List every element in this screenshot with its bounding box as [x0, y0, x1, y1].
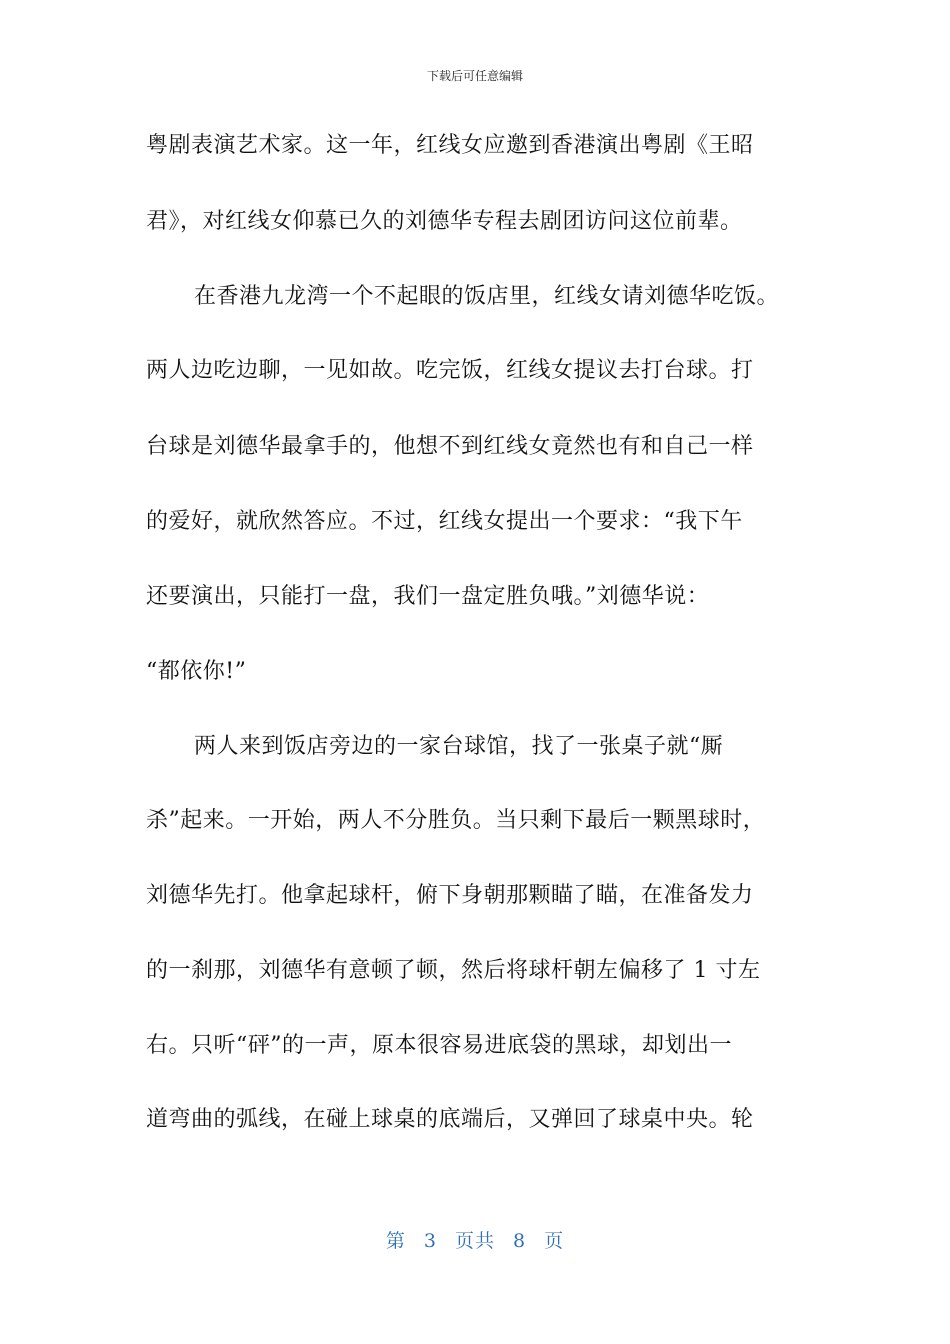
body-line-9: 两人来到饭店旁边的一家台球馆，找了一张桌子就“厮 — [194, 734, 724, 759]
body-line-13: 右。只听“砰”的一声，原本很容易进底袋的黑球，却划出一 — [146, 1033, 732, 1058]
body-line-7: 还要演出，只能打一盘，我们一盘定胜负哦。”刘德华说： — [146, 584, 710, 609]
body-line-12: 的一刹那，刘德华有意顿了顿，然后将球杆朝左偏移了 1 寸左 — [146, 958, 761, 983]
body-line-8: “都依你!” — [146, 659, 247, 684]
body-line-5: 台球是刘德华最拿手的，他想不到红线女竟然也有和自己一样 — [146, 434, 754, 459]
body-line-2: 君》，对红线女仰慕已久的刘德华专程去剧团访问这位前辈。 — [146, 209, 743, 234]
page-footer — [0, 1226, 950, 1253]
footer-middle: 页共 — [454, 1230, 495, 1252]
body-line-3: 在香港九龙湾一个不起眼的饭店里，红线女请刘德华吃饭。 — [194, 284, 780, 309]
page-header: 下载后可任意编辑 — [426, 69, 523, 83]
footer-total-pages: 8 — [513, 1230, 527, 1252]
footer-current-page: 3 — [423, 1230, 437, 1252]
body-line-6: 的爱好，就欣然答应。不过，红线女提出一个要求：“我下午 — [146, 509, 743, 534]
body-line-14: 道弯曲的弧线，在碰上球桌的底端后，又弹回了球桌中央。轮 — [146, 1107, 754, 1132]
body-line-11: 刘德华先打。他拿起球杆，俯下身朝那颗瞄了瞄，在准备发力 — [146, 883, 754, 908]
body-line-10: 杀”起来。一开始，两人不分胜负。当只剩下最后一颗黑球时， — [146, 808, 766, 833]
body-line-4: 两人边吃边聊，一见如故。吃完饭，红线女提议去打台球。打 — [146, 358, 754, 383]
footer-prefix: 第 — [385, 1230, 406, 1252]
body-line-1: 粤剧表演艺术家。这一年，红线女应邀到香港演出粤剧《王昭 — [146, 133, 754, 158]
footer-suffix: 页 — [544, 1230, 565, 1252]
